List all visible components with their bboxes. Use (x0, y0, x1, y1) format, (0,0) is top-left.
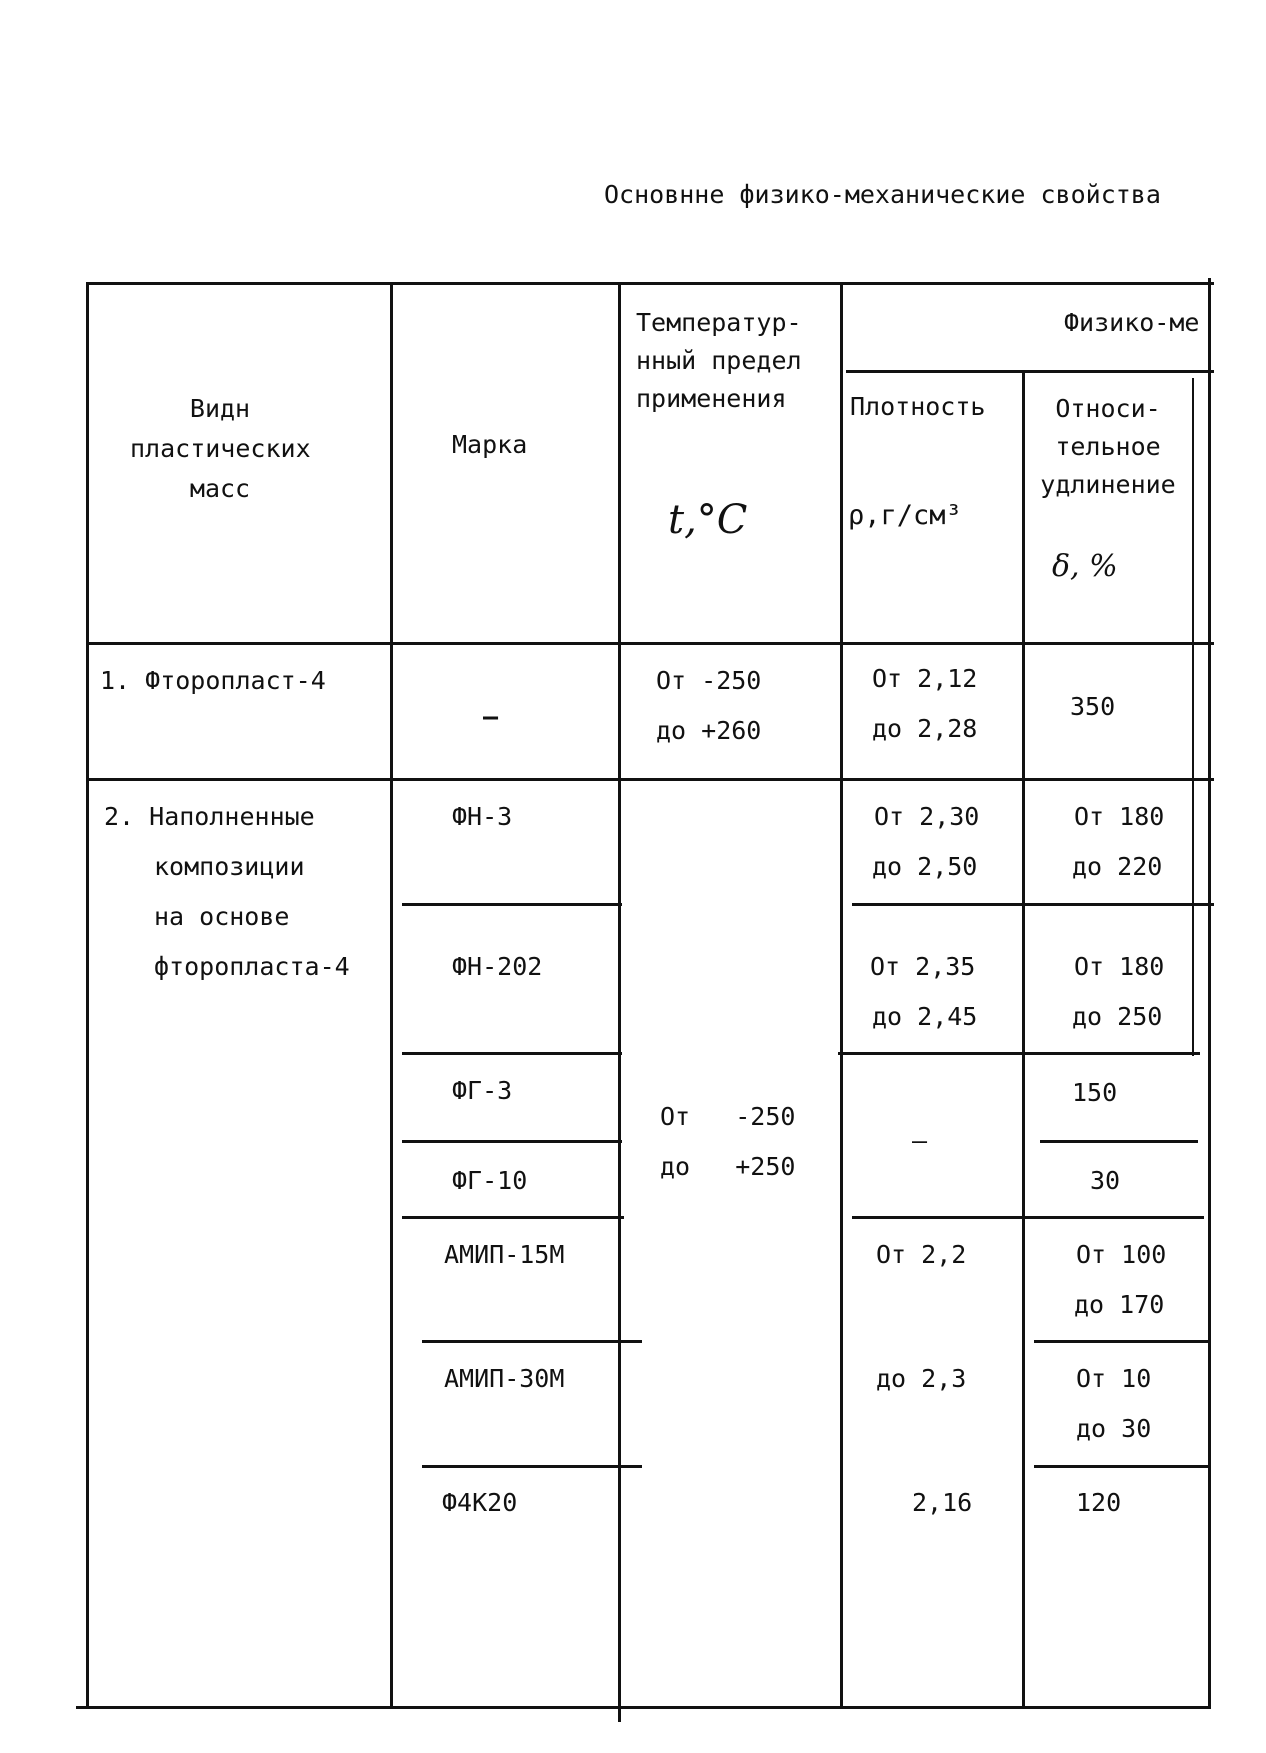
col4-right-border (1022, 370, 1025, 1709)
table-top-border (86, 282, 1214, 285)
row1-bottom-rule (86, 778, 1214, 781)
row2-type-line4: фторопласта-4 (154, 952, 350, 981)
mark-fg3: ФГ-3 (452, 1076, 513, 1105)
fn3-elong-to: до 220 (1072, 852, 1163, 881)
row-amip15-bottom-rule (422, 1340, 642, 1343)
row1-mark: — (483, 702, 499, 731)
mark-f4k20: Ф4К20 (442, 1488, 518, 1517)
row-fg10-bottom-rule-right (852, 1216, 1204, 1219)
row-fn202-bottom-rule-right (838, 1052, 1200, 1055)
fn3-elong-from: От 180 (1074, 802, 1165, 831)
header-col4: Плотность (850, 392, 986, 421)
row2-temp-from: От -250 (660, 1102, 796, 1131)
header-col5-line1: Относи- (1055, 394, 1161, 423)
row-amip30-bottom-rule-right (1034, 1465, 1210, 1468)
row2-type-line2: композиции (154, 852, 305, 881)
header-col3-line1: Температур- (636, 308, 802, 337)
amip30m-density: до 2,3 (876, 1364, 967, 1393)
fn202-elong-to: до 250 (1072, 1002, 1163, 1031)
row1-density-to: до 2,28 (872, 714, 978, 743)
col1-right-border (390, 282, 393, 1709)
header-col1-line1: Видн (189, 394, 251, 423)
col3-right-border (840, 282, 843, 1709)
amip15m-density: От 2,2 (876, 1240, 967, 1269)
fn202-elong-from: От 180 (1074, 952, 1165, 981)
header-col5-line2: тельное (1055, 432, 1161, 461)
fn3-density-from: От 2,30 (874, 802, 980, 831)
row1-temp-from: От -250 (656, 666, 762, 695)
row-fn202-bottom-rule (402, 1052, 622, 1055)
amip30m-elong-to: до 30 (1076, 1414, 1152, 1443)
row-fn3-bottom-rule-right (852, 903, 1214, 906)
amip15m-elong-to: до 170 (1074, 1290, 1165, 1319)
header-col3-line2: нный предел (636, 346, 802, 375)
mark-fn3: ФН-3 (452, 802, 513, 831)
header-col3-symbol: t,°C (668, 497, 748, 543)
f4k20-elong: 120 (1076, 1488, 1122, 1517)
row-fn3-bottom-rule (402, 903, 622, 906)
fn3-density-to: до 2,50 (872, 852, 978, 881)
row-fg3-bottom-rule (402, 1140, 622, 1143)
row1-elong: 350 (1070, 692, 1116, 721)
row1-density-from: От 2,12 (872, 664, 978, 693)
header-bottom-rule (86, 642, 1214, 645)
row-fg3-bottom-rule-right (1040, 1140, 1198, 1143)
group-subheader-rule (846, 370, 1214, 373)
row-fg10-bottom-rule (402, 1216, 624, 1219)
fg-density-dash: — (912, 1126, 928, 1155)
header-col5-symbol: δ, % (1052, 549, 1118, 584)
header-col2: Марка (452, 430, 528, 459)
col2-right-border (618, 282, 621, 1722)
row-amip30-bottom-rule (422, 1465, 642, 1468)
table-right-edge (1208, 278, 1211, 1709)
row2-type-line3: на основе (154, 902, 290, 931)
mark-amip30m: АМИП-30М (444, 1364, 565, 1393)
fg3-elong: 150 (1072, 1078, 1118, 1107)
mark-fg10: ФГ-10 (452, 1166, 528, 1195)
row-amip15-bottom-rule-right (1034, 1340, 1210, 1343)
row2-temp-to: до +250 (660, 1152, 796, 1181)
header-col5-line3: удлинение (1040, 470, 1176, 499)
col-left-border (86, 282, 89, 1709)
row1-type: 1. Фторопласт-4 (100, 666, 326, 695)
row1-temp-to: до +260 (656, 716, 762, 745)
row2-type-line1: 2. Наполненные (104, 802, 315, 831)
fg10-elong: 30 (1090, 1166, 1121, 1195)
fn202-density-to: до 2,45 (872, 1002, 978, 1031)
table-bottom-border (76, 1706, 1210, 1709)
amip15m-elong-from: От 100 (1076, 1240, 1167, 1269)
amip30m-elong-from: От 10 (1076, 1364, 1152, 1393)
header-col4-symbol: ρ,г/см³ (848, 500, 962, 531)
mark-amip15m: АМИП-15М (444, 1240, 565, 1269)
header-col3-line3: применения (636, 384, 787, 413)
page-title: Основнне физико-механические свойства (604, 180, 1161, 209)
header-col1-line2: пластических (130, 434, 311, 463)
f4k20-density: 2,16 (912, 1488, 973, 1517)
mark-fn202: ФН-202 (452, 952, 543, 981)
header-col1-line3: масс (189, 474, 251, 503)
header-group: Физико-ме (1064, 308, 1200, 337)
fn202-density-from: От 2,35 (870, 952, 976, 981)
